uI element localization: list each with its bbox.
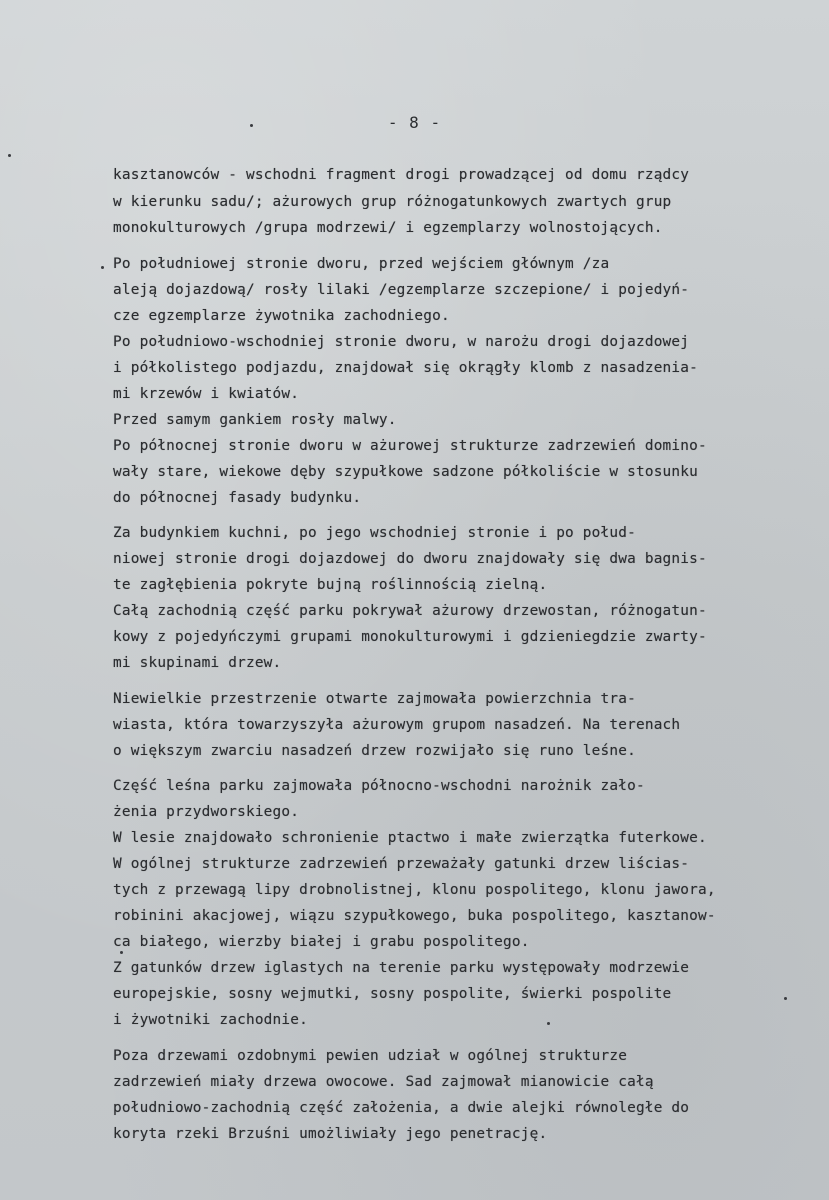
text-line: W ogólnej strukturze zadrzewień przeważały gatunki drzew liścias- (113, 856, 690, 872)
text-line: Przed samym gankiem rosły malwy. (113, 412, 397, 428)
page-number: - 8 - (387, 113, 442, 132)
text-line: Niewielkie przestrzenie otwarte zajmowała powierzchnia tra- (113, 691, 636, 707)
ink-speck (8, 154, 11, 157)
text-line: żenia przydworskiego. (113, 804, 300, 820)
text-line: tych z przewagą lipy drobnolistnej, klonu pospolitego, klonu jawora, (113, 882, 716, 898)
ink-speck (784, 997, 787, 1000)
text-line: i żywotniki zachodnie. (113, 1012, 309, 1028)
ink-speck (547, 1022, 550, 1025)
text-line: europejskie, sosny wejmutki, sosny pospolite, świerki pospolite (113, 986, 672, 1002)
text-line: Poza drzewami ozdobnymi pewien udział w ogólnej strukturze (113, 1048, 628, 1064)
text-line: wiasta, która towarzyszyła ażurowym grupom nasadzeń. Na terenach (113, 717, 681, 733)
text-line: Po południowo-wschodniej stronie dworu, w narożu drogi dojazdowej (113, 334, 690, 350)
text-line: aleją dojazdową/ rosły lilaki /egzemplarze szczepione/ i pojedyń- (113, 282, 690, 298)
text-line: kasztanowców - wschodni fragment drogi prowadzącej od domu rządcy (113, 167, 690, 183)
text-line: te zagłębienia pokryte bujną roślinnością zielną. (113, 577, 548, 593)
text-line: mi krzewów i kwiatów. (113, 386, 300, 402)
text-line: w kierunku sadu/; ażurowych grup różnogatunkowych zwartych grup (113, 194, 672, 210)
text-line: monokulturowych /grupa modrzewi/ i egzemplarzy wolnostojących. (113, 220, 663, 236)
ink-speck (250, 124, 253, 127)
ink-speck (120, 951, 123, 954)
text-line: południowo-zachodnią część założenia, a dwie alejki równoległe do (113, 1100, 690, 1116)
text-line: koryta rzeki Brzuśni umożliwiały jego penetrację. (113, 1126, 548, 1142)
text-line: Z gatunków drzew iglastych na terenie parku występowały modrzewie (113, 960, 690, 976)
text-line: mi skupinami drzew. (113, 655, 282, 671)
text-line: Po południowej stronie dworu, przed wejściem głównym /za (113, 256, 610, 272)
text-line: cze egzemplarze żywotnika zachodniego. (113, 308, 450, 324)
text-line: Za budynkiem kuchni, po jego wschodniej stronie i po połud- (113, 525, 636, 541)
text-line: ca białego, wierzby białej i grabu pospolitego. (113, 934, 530, 950)
text-line: Część leśna parku zajmowała północno-wschodni narożnik zało- (113, 778, 645, 794)
text-line: robinini akacjowej, wiązu szypułkowego, buka pospolitego, kasztanow- (113, 908, 716, 924)
text-line: Całą zachodnią część parku pokrywał ażurowy drzewostan, różnogatun- (113, 603, 707, 619)
text-line: wały stare, wiekowe dęby szypułkowe sadzone półkoliście w stosunku (113, 464, 699, 480)
text-line: W lesie znajdowało schronienie ptactwo i małe zwierzątka futerkowe. (113, 830, 707, 846)
text-line: niowej stronie drogi dojazdowej do dworu znajdowały się dwa bagnis- (113, 551, 707, 567)
text-line: Po północnej stronie dworu w ażurowej strukturze zadrzewień domino- (113, 438, 707, 454)
text-line: o większym zwarciu nasadzeń drzew rozwijało się runo leśne. (113, 743, 636, 759)
ink-speck (101, 266, 104, 269)
text-line: kowy z pojedyńczymi grupami monokulturowymi i gdzieniegdzie zwarty- (113, 629, 707, 645)
text-line: do północnej fasady budynku. (113, 490, 362, 506)
text-line: zadrzewień miały drzewa owocowe. Sad zajmował mianowicie całą (113, 1074, 654, 1090)
text-line: i półkolistego podjazdu, znajdował się okrągły klomb z nasadzenia- (113, 360, 699, 376)
